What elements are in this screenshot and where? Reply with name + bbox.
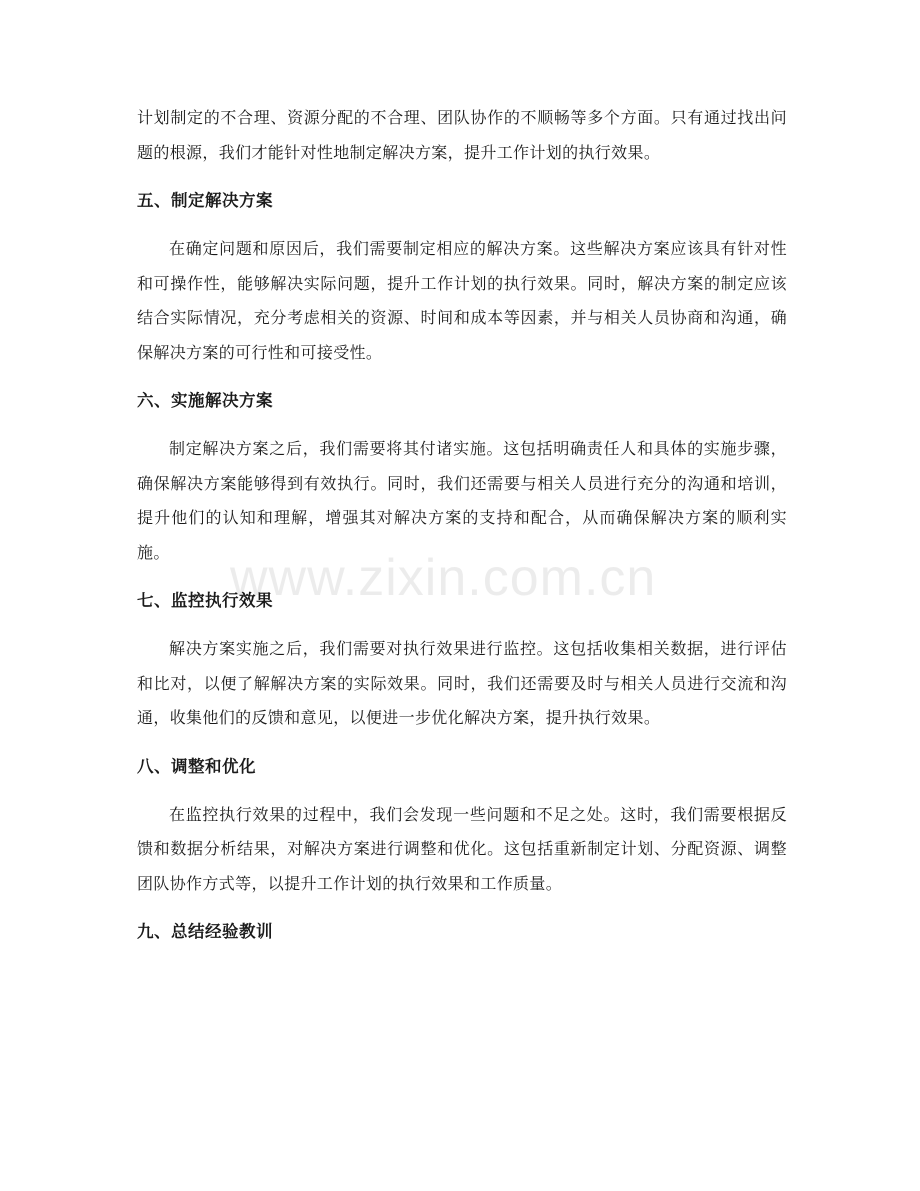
section-heading-5: 五、制定解决方案 [137,191,273,210]
paragraph-intro-continued: 计划制定的不合理、资源分配的不合理、团队协作的不顺畅等多个方面。只有通过找出问题的根源，我们才能针对性地制定解决方案，提升工作计划的执行效果。 [137,108,787,162]
paragraph-section-8: 在监控执行效果的过程中，我们会发现一些问题和不足之处。这时，我们需要根据反馈和数据分析结果，对解决方案进行调整和优化。这包括重新制定计划、分配资源、调整团队协作方式等，以提升工作计划的执行效果和工作质量。 [137,804,787,893]
paragraph-section-7: 解决方案实施之后，我们需要对执行效果进行监控。这包括收集相关数据，进行评估和比对，以便了解解决方案的实际效果。同时，我们还需要及时与相关人员进行交流和沟通，收集他们的反馈和意见，以便进一步优化解决方案，提升执行效果。 [137,639,787,727]
section-heading-9: 九、总结经验教训 [137,922,273,941]
section-heading-8: 八、调整和优化 [137,756,256,776]
section-heading-7: 七、监控执行效果 [137,591,273,610]
watermark: www.zixin.com.cn [230,549,657,607]
document-body [137,101,787,963]
paragraph-section-6: 制定解决方案之后，我们需要将其付诸实施。这包括明确责任人和具体的实施步骤，确保解决方案能够得到有效执行。同时，我们还需要与相关人员进行充分的沟通和培训，提升他们的认知和理解，增强其对解决方案的支持和配合，从而确保解决方案的顺利实施。 [137,439,787,562]
section-heading-6: 六、实施解决方案 [137,391,273,410]
paragraph-section-5: 在确定问题和原因后，我们需要制定相应的解决方案。这些解决方案应该具有针对性和可操作性，能够解决实际问题，提升工作计划的执行效果。同时，解决方案的制定应该结合实际情况，充分考虑相关的资源、时间和成本等因素，并与相关人员协商和沟通，确保解决方案的可行性和可接受性。 [137,239,787,362]
